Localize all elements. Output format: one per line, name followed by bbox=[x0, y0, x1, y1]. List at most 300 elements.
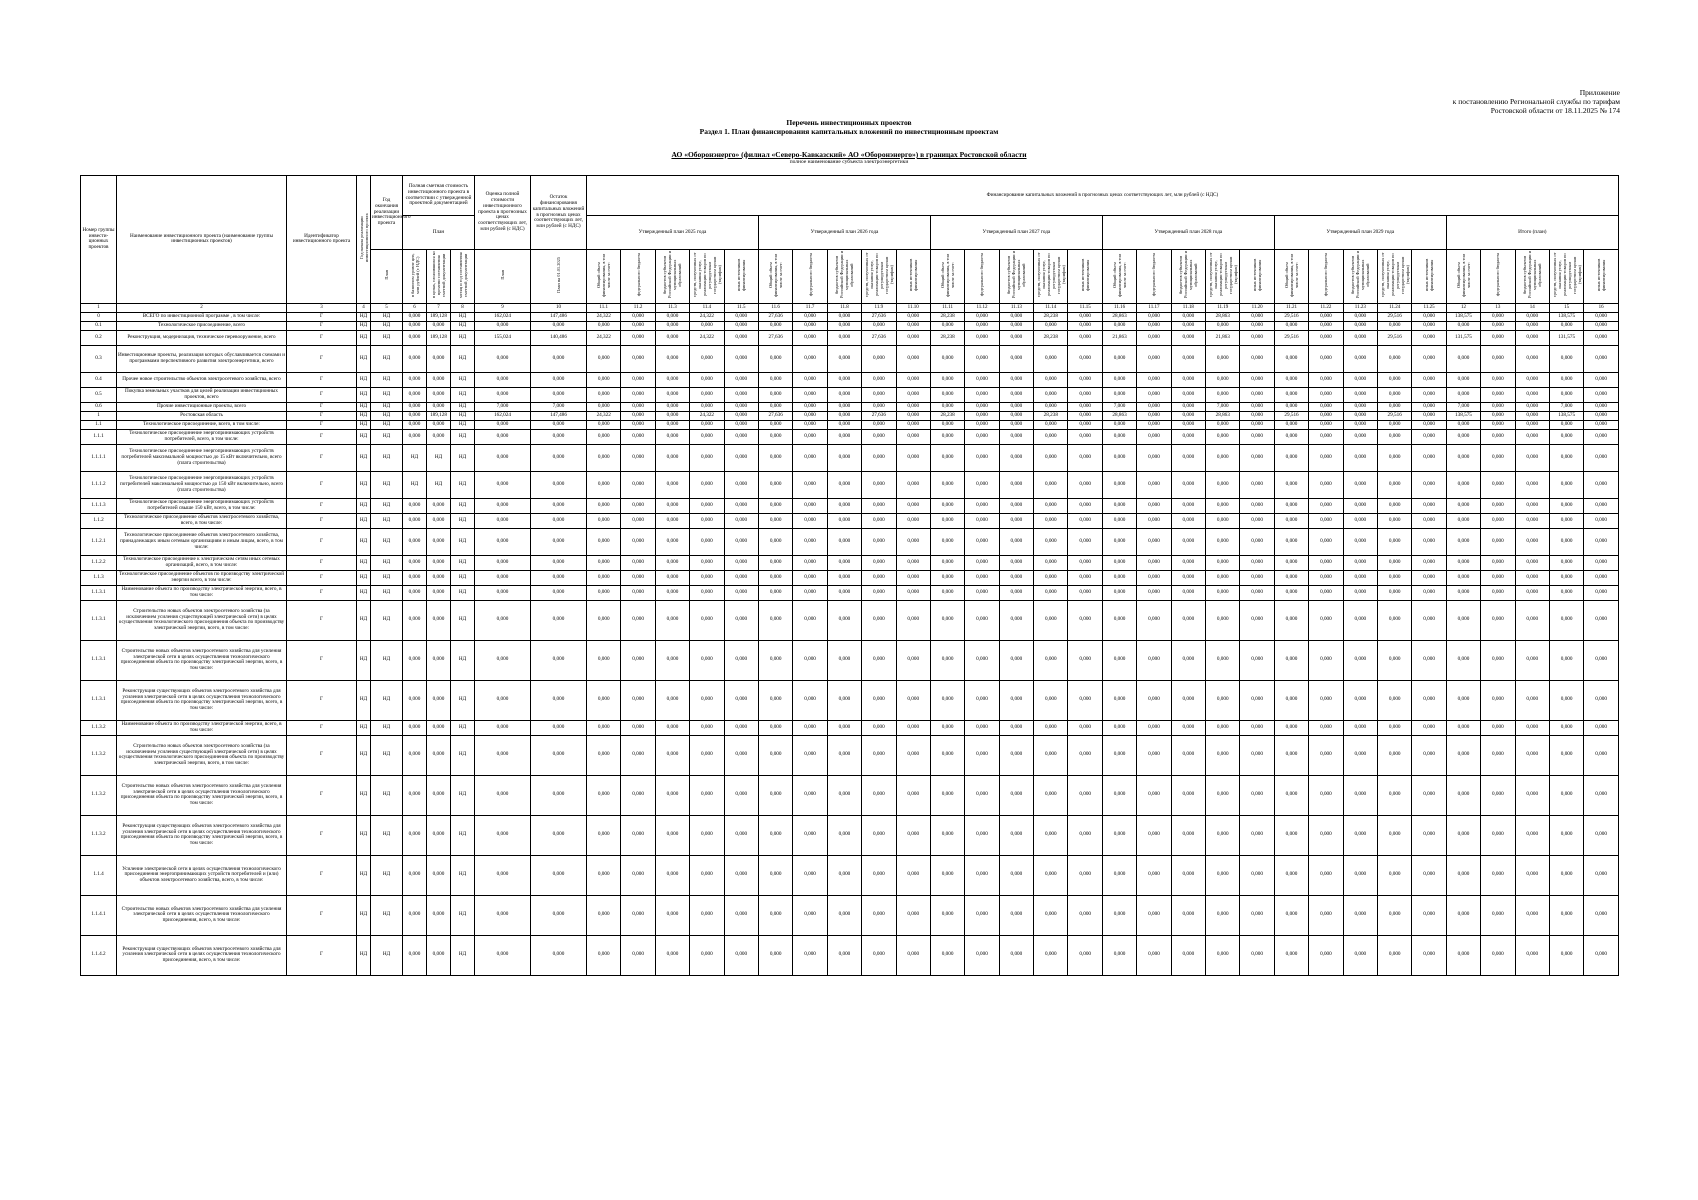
row-fin-value: 0,000 bbox=[690, 345, 724, 372]
row-number: 0 bbox=[81, 312, 117, 321]
row-fin-value: 0,000 bbox=[930, 471, 964, 498]
row-fin-value: 0,000 bbox=[827, 321, 861, 330]
row-fin-value: 0,000 bbox=[1068, 720, 1102, 735]
row-fin-value: 0,000 bbox=[1412, 387, 1446, 402]
row-fin-value: 0,000 bbox=[655, 402, 689, 411]
row-fin-value: 0,000 bbox=[930, 420, 964, 429]
row-value: 0,000 bbox=[403, 720, 427, 735]
row-fin-value: 0,000 bbox=[1137, 411, 1171, 420]
row-fin-value: 0,000 bbox=[862, 345, 896, 372]
row-year-end: НД bbox=[371, 345, 403, 372]
row-fin-value: 0,000 bbox=[999, 372, 1033, 387]
header-fin-sub: средств, полученных от оказания услуг, реализации товаров по регулируемым государством ценам (тарифам) bbox=[1377, 250, 1411, 304]
row-fin-value: 28,238 bbox=[930, 312, 964, 321]
row-value: НД bbox=[451, 585, 475, 600]
row-fin-value: 0,000 bbox=[1206, 680, 1240, 720]
row-value: НД bbox=[451, 471, 475, 498]
row-fin-value: 0,000 bbox=[1343, 321, 1377, 330]
row-fin-value: 0,000 bbox=[1034, 345, 1068, 372]
row-fin-value: 0,000 bbox=[1034, 585, 1068, 600]
row-value: 0,000 bbox=[475, 720, 531, 735]
row-fin-value: 0,000 bbox=[1412, 321, 1446, 330]
row-fin-value: 0,000 bbox=[896, 330, 930, 345]
row-fin-value: 0,000 bbox=[1137, 735, 1171, 775]
row-fin-value: 0,000 bbox=[862, 720, 896, 735]
row-fin-value: 0,000 bbox=[724, 895, 758, 935]
row-fin-value: 0,000 bbox=[1274, 513, 1308, 528]
row-fin-value: 0,000 bbox=[587, 555, 621, 570]
row-ident: Г bbox=[287, 735, 357, 775]
row-fin-value: 0,000 bbox=[1446, 600, 1480, 640]
column-number: 11.17 bbox=[1137, 303, 1171, 312]
row-fin-value: 0,000 bbox=[1549, 570, 1583, 585]
row-fin-value: 0,000 bbox=[1515, 815, 1549, 855]
row-value: НД bbox=[451, 402, 475, 411]
row-fin-value: 0,000 bbox=[1446, 570, 1480, 585]
row-fin-value: 0,000 bbox=[999, 411, 1033, 420]
row-fin-value: 0,000 bbox=[758, 528, 792, 555]
row-name: ВСЕГО по инвестиционной программе , в том числе: bbox=[117, 312, 287, 321]
row-fin-value: 0,000 bbox=[1412, 330, 1446, 345]
row-fin-value: 7,000 bbox=[1446, 402, 1480, 411]
row-fin-value: 28,238 bbox=[1034, 312, 1068, 321]
column-number: 11.3 bbox=[655, 303, 689, 312]
row-value: 0,000 bbox=[531, 498, 587, 513]
row-fin-value: 0,000 bbox=[758, 815, 792, 855]
row-year-end: НД bbox=[371, 444, 403, 471]
row-fin-value: 0,000 bbox=[1446, 528, 1480, 555]
header-fin-sub: средств, полученных от оказания услуг, реализации товаров по регулируемым государством ценам (тарифам) bbox=[690, 250, 724, 304]
row-fin-value: 0,000 bbox=[1446, 372, 1480, 387]
row-fin-value: 0,000 bbox=[965, 585, 999, 600]
row-fin-value: 0,000 bbox=[930, 640, 964, 680]
header-full-cost: Полная сметная стоимость инвестиционного проекта в соответствии с утвержденной проектной документацией bbox=[403, 176, 475, 216]
row-fin-value: 0,000 bbox=[1515, 735, 1549, 775]
row-fin-value: 0,000 bbox=[1549, 471, 1583, 498]
row-fin-value: 0,000 bbox=[1206, 321, 1240, 330]
row-fin-value: 0,000 bbox=[1515, 528, 1549, 555]
row-ident: Г bbox=[287, 570, 357, 585]
row-fin-value: 0,000 bbox=[1206, 420, 1240, 429]
header-fin-sub: Общий объем финансирования, в том числе за счет: bbox=[1274, 250, 1308, 304]
row-fin-value: 0,000 bbox=[1309, 555, 1343, 570]
row-fin-value: 0,000 bbox=[1481, 528, 1515, 555]
row-fin-value: 0,000 bbox=[587, 775, 621, 815]
row-fin-value: 0,000 bbox=[1549, 895, 1583, 935]
row-fin-value: 0,000 bbox=[1274, 345, 1308, 372]
row-fin-value: 0,000 bbox=[1068, 321, 1102, 330]
row-fin-value: 0,000 bbox=[655, 935, 689, 975]
row-fin-value: 0,000 bbox=[1309, 387, 1343, 402]
row-value: 0,000 bbox=[427, 528, 451, 555]
row-fin-value: 0,000 bbox=[827, 471, 861, 498]
row-fin-value: 0,000 bbox=[1412, 555, 1446, 570]
header-num: Номер группы инвести- ционных проектов bbox=[81, 176, 117, 304]
row-name: Технологическое присоединение энергопринимающих устройств потребителей максимальной мощностью до 150 кВт включительно, всего (плата строительства) bbox=[117, 471, 287, 498]
row-fin-value: 0,000 bbox=[1102, 855, 1136, 895]
row-fin-value: 0,000 bbox=[724, 420, 758, 429]
row-fin-value: 0,000 bbox=[1068, 600, 1102, 640]
row-value: 0,000 bbox=[475, 528, 531, 555]
row-year-start: НД bbox=[357, 345, 371, 372]
row-value: 0,000 bbox=[403, 680, 427, 720]
row-fin-value: 0,000 bbox=[1068, 411, 1102, 420]
row-fin-value: 0,000 bbox=[621, 528, 655, 555]
row-year-start: НД bbox=[357, 640, 371, 680]
row-fin-value: 0,000 bbox=[1377, 528, 1411, 555]
row-fin-value: 0,000 bbox=[1206, 387, 1240, 402]
row-fin-value: 0,000 bbox=[1481, 600, 1515, 640]
row-year-start: НД bbox=[357, 895, 371, 935]
row-fin-value: 0,000 bbox=[1584, 444, 1619, 471]
row-fin-value: 0,000 bbox=[1034, 420, 1068, 429]
table-row bbox=[81, 429, 1619, 444]
row-fin-value: 0,000 bbox=[965, 555, 999, 570]
row-value: НД bbox=[451, 330, 475, 345]
row-value: НД bbox=[451, 815, 475, 855]
row-ident: Г bbox=[287, 555, 357, 570]
row-fin-value: 0,000 bbox=[1446, 498, 1480, 513]
row-year-start: НД bbox=[357, 330, 371, 345]
row-value: 0,000 bbox=[427, 935, 451, 975]
row-fin-value: 0,000 bbox=[999, 600, 1033, 640]
header-period: Утвержденный план 2027 года bbox=[930, 216, 1102, 250]
row-fin-value: 0,000 bbox=[1171, 387, 1205, 402]
column-number: 11.24 bbox=[1377, 303, 1411, 312]
row-fin-value: 0,000 bbox=[1137, 585, 1171, 600]
row-fin-value: 138,575 bbox=[1549, 312, 1583, 321]
row-value: 0,000 bbox=[475, 387, 531, 402]
row-fin-value: 0,000 bbox=[655, 372, 689, 387]
row-fin-value: 0,000 bbox=[862, 640, 896, 680]
row-fin-value: 24,322 bbox=[690, 330, 724, 345]
row-fin-value: 0,000 bbox=[1549, 585, 1583, 600]
row-fin-value: 0,000 bbox=[758, 585, 792, 600]
row-name: Технологическое присоединение, всего bbox=[117, 321, 287, 330]
row-fin-value: 0,000 bbox=[999, 640, 1033, 680]
row-year-end: НД bbox=[371, 471, 403, 498]
row-fin-value: 0,000 bbox=[1102, 387, 1136, 402]
row-fin-value: 0,000 bbox=[1446, 420, 1480, 429]
row-fin-value: 0,000 bbox=[1102, 372, 1136, 387]
row-fin-value: 0,000 bbox=[1481, 345, 1515, 372]
row-fin-value: 0,000 bbox=[1343, 330, 1377, 345]
row-fin-value: 0,000 bbox=[1343, 555, 1377, 570]
row-fin-value: 0,000 bbox=[724, 585, 758, 600]
row-year-start: НД bbox=[357, 775, 371, 815]
row-fin-value: 0,000 bbox=[1481, 585, 1515, 600]
row-fin-value: 0,000 bbox=[827, 330, 861, 345]
row-value: 0,000 bbox=[427, 680, 451, 720]
row-value: 0,000 bbox=[427, 600, 451, 640]
row-value: 0,000 bbox=[403, 855, 427, 895]
row-fin-value: 0,000 bbox=[1377, 720, 1411, 735]
row-fin-value: 0,000 bbox=[965, 345, 999, 372]
table-row bbox=[81, 330, 1619, 345]
row-fin-value: 0,000 bbox=[930, 570, 964, 585]
row-name: Наименование объекта по производству электрической энергии, всего, в том числе: bbox=[117, 720, 287, 735]
column-number: 6 bbox=[403, 303, 427, 312]
row-fin-value: 0,000 bbox=[1549, 555, 1583, 570]
row-fin-value: 0,000 bbox=[655, 321, 689, 330]
row-year-end: НД bbox=[371, 420, 403, 429]
column-number: 11.6 bbox=[758, 303, 792, 312]
row-fin-value: 0,000 bbox=[621, 855, 655, 895]
row-year-start: НД bbox=[357, 321, 371, 330]
row-ident: Г bbox=[287, 513, 357, 528]
row-fin-value: 0,000 bbox=[621, 775, 655, 815]
row-fin-value: 0,000 bbox=[1343, 528, 1377, 555]
row-year-start: НД bbox=[357, 720, 371, 735]
row-year-start: НД bbox=[357, 585, 371, 600]
row-fin-value: 27,636 bbox=[862, 411, 896, 420]
row-fin-value: 0,000 bbox=[1034, 444, 1068, 471]
row-fin-value: 0,000 bbox=[827, 444, 861, 471]
row-fin-value: 0,000 bbox=[621, 600, 655, 640]
row-year-start: НД bbox=[357, 387, 371, 402]
row-value: 0,000 bbox=[403, 429, 427, 444]
row-fin-value: 0,000 bbox=[1584, 312, 1619, 321]
row-value: 0,000 bbox=[531, 444, 587, 471]
row-year-start: НД bbox=[357, 555, 371, 570]
row-ident: Г bbox=[287, 345, 357, 372]
row-fin-value: 0,000 bbox=[1343, 735, 1377, 775]
row-fin-value: 0,000 bbox=[1343, 895, 1377, 935]
row-value: 0,000 bbox=[403, 411, 427, 420]
row-number: 1.1.3.2 bbox=[81, 720, 117, 735]
row-fin-value: 0,000 bbox=[862, 935, 896, 975]
row-fin-value: 0,000 bbox=[827, 680, 861, 720]
row-fin-value: 0,000 bbox=[793, 330, 827, 345]
row-year-start: НД bbox=[357, 372, 371, 387]
row-fin-value: 0,000 bbox=[724, 471, 758, 498]
row-fin-value: 0,000 bbox=[1343, 411, 1377, 420]
row-fin-value: 0,000 bbox=[896, 815, 930, 855]
row-value: НД bbox=[451, 600, 475, 640]
row-fin-value: 0,000 bbox=[862, 420, 896, 429]
row-fin-value: 0,000 bbox=[1034, 321, 1068, 330]
row-name: Реконструкция, модернизация, техническое перевооружение, всего bbox=[117, 330, 287, 345]
row-fin-value: 0,000 bbox=[1446, 321, 1480, 330]
row-name: Технологическое присоединение энергопринимающих устройств потребителей свыше 150 кВт, всего, в том числе: bbox=[117, 498, 287, 513]
row-fin-value: 0,000 bbox=[1034, 555, 1068, 570]
row-value: 0,000 bbox=[427, 815, 451, 855]
row-fin-value: 0,000 bbox=[1137, 775, 1171, 815]
row-fin-value: 0,000 bbox=[999, 720, 1033, 735]
row-fin-value: 0,000 bbox=[1412, 720, 1446, 735]
row-fin-value: 0,000 bbox=[690, 513, 724, 528]
row-fin-value: 0,000 bbox=[1171, 935, 1205, 975]
row-fin-value: 0,000 bbox=[896, 720, 930, 735]
row-fin-value: 0,000 bbox=[1171, 640, 1205, 680]
column-number: 11.19 bbox=[1206, 303, 1240, 312]
row-fin-value: 0,000 bbox=[930, 855, 964, 895]
row-value: НД bbox=[451, 513, 475, 528]
table-row bbox=[81, 775, 1619, 815]
row-fin-value: 0,000 bbox=[1274, 498, 1308, 513]
row-fin-value: 0,000 bbox=[1481, 387, 1515, 402]
row-fin-value: 0,000 bbox=[1240, 935, 1274, 975]
row-fin-value: 0,000 bbox=[965, 528, 999, 555]
row-fin-value: 0,000 bbox=[1515, 570, 1549, 585]
row-name: Технологическое присоединение к электрическим сетям иных сетевых организаций, всего, в том числе: bbox=[117, 555, 287, 570]
row-fin-value: 0,000 bbox=[1481, 570, 1515, 585]
row-fin-value: 0,000 bbox=[1068, 935, 1102, 975]
header-financing: Финансирование капитальных вложений в прогнозных ценах соответствующих лет, млн рублей (с НДС) bbox=[587, 176, 1619, 216]
row-year-end: НД bbox=[371, 720, 403, 735]
row-fin-value: 0,000 bbox=[724, 429, 758, 444]
row-fin-value: 0,000 bbox=[1206, 895, 1240, 935]
row-fin-value: 28,238 bbox=[930, 411, 964, 420]
row-ident: Г bbox=[287, 720, 357, 735]
row-value: 0,000 bbox=[531, 585, 587, 600]
row-fin-value: 0,000 bbox=[587, 321, 621, 330]
row-fin-value: 0,000 bbox=[1206, 555, 1240, 570]
row-fin-value: 0,000 bbox=[655, 775, 689, 815]
row-number: 1.1.3.1 bbox=[81, 600, 117, 640]
row-fin-value: 0,000 bbox=[793, 895, 827, 935]
row-value: 0,000 bbox=[475, 429, 531, 444]
row-fin-value: 0,000 bbox=[1274, 420, 1308, 429]
row-fin-value: 0,000 bbox=[999, 498, 1033, 513]
row-fin-value: 0,000 bbox=[1481, 855, 1515, 895]
row-fin-value: 0,000 bbox=[1549, 429, 1583, 444]
row-fin-value: 0,000 bbox=[896, 585, 930, 600]
row-fin-value: 0,000 bbox=[1240, 600, 1274, 640]
row-fin-value: 0,000 bbox=[1343, 585, 1377, 600]
row-fin-value: 0,000 bbox=[1206, 429, 1240, 444]
row-fin-value: 0,000 bbox=[1034, 640, 1068, 680]
row-fin-value: 0,000 bbox=[827, 895, 861, 935]
row-fin-value: 0,000 bbox=[827, 387, 861, 402]
row-value: НД bbox=[451, 312, 475, 321]
row-value: НД bbox=[427, 444, 451, 471]
row-fin-value: 0,000 bbox=[1171, 855, 1205, 895]
row-fin-value: 0,000 bbox=[965, 935, 999, 975]
row-fin-value: 0,000 bbox=[621, 585, 655, 600]
row-number: 1.1.4 bbox=[81, 855, 117, 895]
row-ident: Г bbox=[287, 330, 357, 345]
row-year-start: НД bbox=[357, 528, 371, 555]
row-fin-value: 0,000 bbox=[1446, 640, 1480, 680]
row-name: Реконструкция существующих объектов электросетевого хозяйства для усиления электрической сети в целях осуществления технологического присоединения, всего, в том числе: bbox=[117, 935, 287, 975]
row-fin-value: 0,000 bbox=[862, 444, 896, 471]
row-value: 0,000 bbox=[403, 600, 427, 640]
row-fin-value: 0,000 bbox=[690, 444, 724, 471]
row-fin-value: 0,000 bbox=[1034, 471, 1068, 498]
column-number: 11.14 bbox=[1034, 303, 1068, 312]
row-fin-value: 0,000 bbox=[1137, 555, 1171, 570]
row-fin-value: 0,000 bbox=[1549, 855, 1583, 895]
column-number: 3 bbox=[287, 303, 357, 312]
row-name: Строительство новых объектов электросетевого хозяйства для усиления электрической сети в целях осуществления технологического присоединения, всего, в том числе: bbox=[117, 895, 287, 935]
row-fin-value: 0,000 bbox=[999, 585, 1033, 600]
row-fin-value: 0,000 bbox=[1481, 321, 1515, 330]
row-fin-value: 0,000 bbox=[896, 471, 930, 498]
row-fin-value: 0,000 bbox=[827, 411, 861, 420]
row-value: 0,000 bbox=[427, 855, 451, 895]
row-fin-value: 0,000 bbox=[1515, 345, 1549, 372]
row-fin-value: 0,000 bbox=[621, 312, 655, 321]
row-fin-value: 0,000 bbox=[1171, 735, 1205, 775]
row-fin-value: 0,000 bbox=[1309, 815, 1343, 855]
row-fin-value: 0,000 bbox=[1102, 775, 1136, 815]
row-fin-value: 0,000 bbox=[1584, 585, 1619, 600]
row-fin-value: 0,000 bbox=[1481, 429, 1515, 444]
row-fin-value: 0,000 bbox=[587, 735, 621, 775]
row-fin-value: 0,000 bbox=[1377, 420, 1411, 429]
row-value: 0,000 bbox=[403, 815, 427, 855]
row-fin-value: 0,000 bbox=[1171, 471, 1205, 498]
row-value: 0,000 bbox=[427, 402, 451, 411]
row-number: 1.1.2.2 bbox=[81, 555, 117, 570]
row-fin-value: 0,000 bbox=[930, 498, 964, 513]
row-fin-value: 0,000 bbox=[1343, 429, 1377, 444]
document-titles bbox=[0, 118, 1698, 166]
row-fin-value: 131,575 bbox=[1549, 330, 1583, 345]
row-fin-value: 0,000 bbox=[1240, 387, 1274, 402]
row-year-end: НД bbox=[371, 513, 403, 528]
row-fin-value: 0,000 bbox=[827, 570, 861, 585]
header-year-end-plan: План bbox=[371, 250, 403, 304]
row-fin-value: 0,000 bbox=[999, 528, 1033, 555]
row-fin-value: 0,000 bbox=[1377, 372, 1411, 387]
row-fin-value: 0,000 bbox=[862, 429, 896, 444]
row-fin-value: 0,000 bbox=[896, 570, 930, 585]
row-fin-value: 0,000 bbox=[1274, 855, 1308, 895]
row-fin-value: 0,000 bbox=[965, 720, 999, 735]
row-fin-value: 0,000 bbox=[1446, 345, 1480, 372]
row-name: Строительство новых объектов электросетевого хозяйства для усиления электрической сети в целях осуществления технологического присоединения объекта по производству электрической энергии, всего, в том числе: bbox=[117, 640, 287, 680]
row-fin-value: 0,000 bbox=[1240, 411, 1274, 420]
row-value: 0,000 bbox=[475, 600, 531, 640]
header-year-start: Год начала реализации инвестиционного проекта bbox=[357, 176, 371, 304]
row-value: 0,000 bbox=[403, 775, 427, 815]
row-value: 0,000 bbox=[475, 498, 531, 513]
row-fin-value: 0,000 bbox=[1584, 528, 1619, 555]
row-fin-value: 0,000 bbox=[1446, 735, 1480, 775]
row-fin-value: 0,000 bbox=[587, 895, 621, 935]
table-row bbox=[81, 640, 1619, 680]
row-value: 7,000 bbox=[531, 402, 587, 411]
row-name: Инвестиционные проекты, реализация которых обуславливается схемами и программами перспективного развития электроэнергетики, всего bbox=[117, 345, 287, 372]
row-value: 0,000 bbox=[475, 585, 531, 600]
row-fin-value: 0,000 bbox=[999, 321, 1033, 330]
row-value: 0,000 bbox=[531, 321, 587, 330]
row-value: НД bbox=[451, 640, 475, 680]
row-fin-value: 0,000 bbox=[758, 429, 792, 444]
row-year-start: НД bbox=[357, 600, 371, 640]
row-fin-value: 0,000 bbox=[1137, 402, 1171, 411]
row-fin-value: 0,000 bbox=[1515, 895, 1549, 935]
row-fin-value: 0,000 bbox=[1584, 429, 1619, 444]
header-year-end: Год окончания реализации инвестиционного проекта bbox=[371, 176, 403, 250]
row-fin-value: 0,000 bbox=[1377, 935, 1411, 975]
header-estimate: Оценка полной стоимости инвестиционного проекта в прогнозных ценах соответствующих лет, млн рублей (с НДС) bbox=[475, 176, 531, 250]
row-fin-value: 0,000 bbox=[862, 775, 896, 815]
row-fin-value: 0,000 bbox=[724, 402, 758, 411]
header-fin-sub: средств, полученных от оказания услуг, реализации товаров по регулируемым государством ценам (тарифам) bbox=[1549, 250, 1583, 304]
row-fin-value: 0,000 bbox=[965, 640, 999, 680]
row-fin-value: 0,000 bbox=[655, 387, 689, 402]
row-fin-value: 0,000 bbox=[758, 555, 792, 570]
row-fin-value: 0,000 bbox=[1171, 372, 1205, 387]
row-fin-value: 0,000 bbox=[793, 600, 827, 640]
row-fin-value: 0,000 bbox=[827, 429, 861, 444]
row-fin-value: 0,000 bbox=[896, 600, 930, 640]
row-fin-value: 0,000 bbox=[965, 429, 999, 444]
row-fin-value: 138,575 bbox=[1446, 411, 1480, 420]
